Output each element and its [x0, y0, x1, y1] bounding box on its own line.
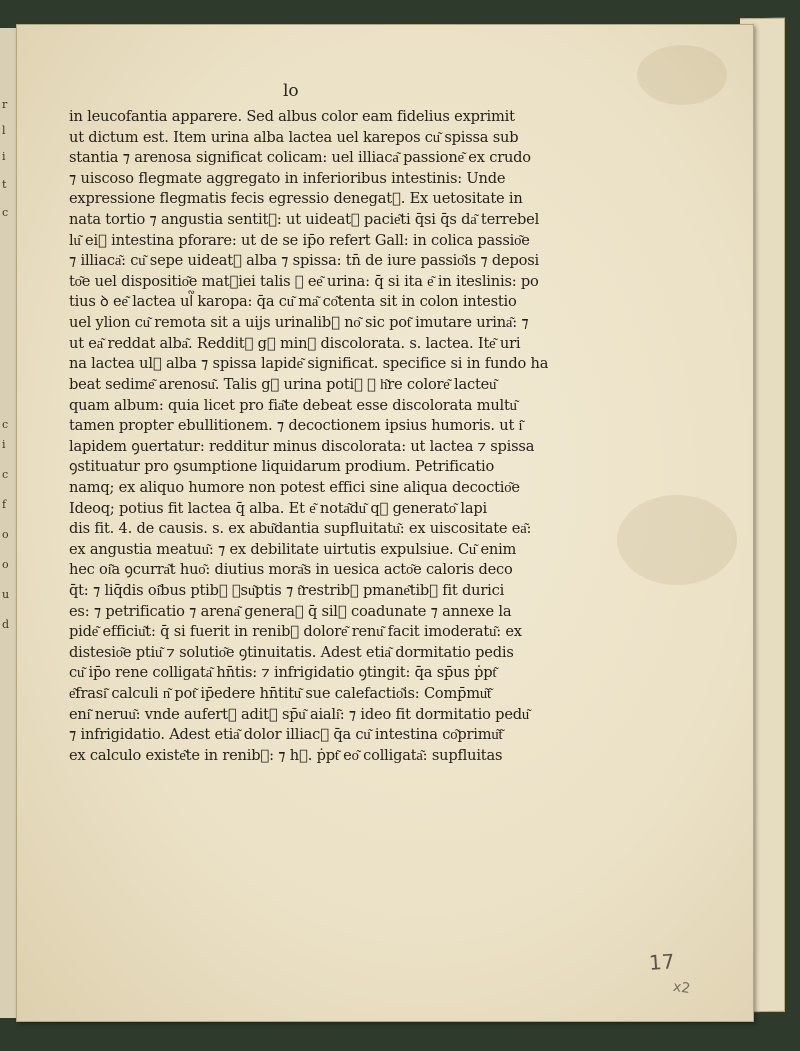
text-line: tamen propter ebullitionem. ⁊ decoctionem ipsius humoris. ut i͂ — [69, 417, 523, 435]
text-line: ex angustia meatuu͂: ⁊ ex debilitate uirtutis expulsiue. Cu͂ enim — [69, 540, 517, 558]
margin-fragment: i — [2, 438, 6, 451]
text-block — [69, 107, 549, 767]
margin-fragment: c — [2, 468, 9, 481]
text-line: ex calculo existe͂te in renib᷒: ⁊ h᷒. ṗpt͂ eo͂ colligata͂: supfluitas — [69, 746, 503, 764]
margin-fragment: u — [2, 588, 10, 601]
margin-fragment: c — [2, 418, 9, 431]
text-line: hec oi͂a ꝯcurra͂t huo͂: diutius mora͂s in uesica acto͂e caloris deco — [69, 561, 513, 579]
text-line: ut dictum est. Item urina alba lactea uel karepos cu͂ spissa sub — [69, 128, 519, 146]
text-line: ⁊ uiscoso flegmate aggregato in inferioribus intestinis: Unde — [69, 169, 506, 187]
text-line: lu͂ ei᷒ intestina pforare: ut de se ip̄o refert Gall: in colica passio͂e — [69, 231, 530, 249]
text-line: es: ⁊ petrificatio ⁊ arena͂ genera᷑ q̄ sil᷑ coadunate ⁊ annexe la — [69, 602, 512, 620]
text-line: e͂frasi͂ calculi n͂ pot͂ ip̄edere hn̄titu͂ sue calefactio͂is: Comp̄mu͂t͂ — [69, 685, 491, 703]
margin-fragment: o — [2, 528, 9, 541]
text-line: to͂e uel dispositio͂e mat᷑iei talis ꝺ ee͂ urina: q̄ si ita e͂ in iteslinis: po — [69, 272, 539, 290]
text-line: in leucofantia apparere. Sed albus color eam fidelius exprimit — [69, 108, 515, 125]
margin-fragment: d — [2, 618, 10, 631]
text-line: namq; ex aliquo humore non potest effici sine aliqua decoctio͂e — [69, 478, 520, 496]
text-line: beat sedime͂ arenosu͂. Talis g᷒ urina poti᷒ ꝺ h͂re colore͂ lacteu͂ — [69, 375, 497, 393]
text-line: quam album: quia licet pro fia͂te debeat esse discolorata multu͂ — [69, 396, 517, 414]
text-line: uel ylion cu͂ remota sit a uijs urinalib᷒ no͂ sic pot͂ imutare urina͂: ⁊ — [69, 314, 529, 332]
margin-fragment: o — [2, 558, 9, 571]
text-line: ꝯstituatur pro ꝯsumptione liquidarum prodium. Petrificatio — [69, 458, 495, 476]
folio-number: lo — [283, 81, 299, 101]
text-line: ut ea͂ reddat alba͂. Reddit᷑ g᷒ min᷒ discolorata. s. lactea. Ite͂ uri — [69, 334, 521, 352]
margin-fragment: f — [2, 498, 7, 511]
text-line: expressione flegmatis fecis egressio denegat᷑. Ex uetositate in — [69, 190, 523, 208]
margin-fragment: l — [2, 124, 6, 137]
text-line: ⁊ infrigidatio. Adest etia͂ dolor illiac᷒ q̄a cu͂ intestina co͂primu͂t͂ — [69, 726, 503, 744]
text-line: ⁊ illiaca͂: cu͂ sepe uideat᷑ alba ⁊ spissa: tn̄ de iure passio͂is ⁊ deposi — [69, 252, 539, 270]
text-line: q̄t: ⁊ liq̄dis oi͂bus ptib᷒ ꝯsu͂ptis ⁊ t͂restrib᷒ pmane͂tib᷒ fit durici — [69, 582, 505, 600]
handwritten-mark: x2 — [671, 978, 692, 998]
text-line: tius ꝺ ee͂ lactea ul᷑ karopa: q̄a cu͂ ma͂ co͂tenta sit in colon intestio — [69, 293, 517, 311]
text-line: na lactea ul᷑ alba ⁊ spissa lapide͂ significat. specifice si in fundo ha — [69, 355, 549, 373]
text-line: nata tortio ⁊ angustia sentit᷑: ut uideat᷑ pacie͂ti q̄si q̄s da͂ terrebel — [69, 211, 540, 229]
margin-fragment: t — [2, 178, 7, 191]
text-line: Ideoq; potius fit lactea q̄ alba. Et e͂ nota͂du͂ q᷒ generato͂ lapi — [69, 499, 487, 517]
margin-fragment: c — [2, 206, 9, 219]
text-line: pide͂ efficiu͂t: q̄ si fuerit in renib᷒ dolore͂ renu͂ facit imoderatu͂: ex — [69, 623, 522, 641]
text-line: distesio͂e ptiu͂ ⁊ solutio͂e ꝯtinuitatis. Adest etia͂ dormitatio pedis — [69, 643, 514, 661]
book-page — [16, 24, 754, 1022]
handwritten-page-number: 17 — [648, 949, 676, 975]
text-line: eni͂ neruu͂: vnde aufert᷑ adit᷒ sp̄u͂ aiali͂: ⁊ ideo fit dormitatio pedu͂ — [69, 705, 530, 723]
paper-stain — [617, 495, 737, 585]
text-line: cu͂ ip̄o rene colligata͂ hn̄tis: ⁊ infrigidatio ꝯtingit: q̄a sp̄us ṗpt͂ — [69, 664, 497, 682]
margin-fragment: i — [2, 150, 6, 163]
margin-fragment: r — [2, 98, 8, 111]
text-line: dis fit. 4. de causis. s. ex abu͂dantia supfluitatu͂: ex uiscositate ea͂: — [69, 520, 532, 538]
paper-stain — [637, 45, 727, 105]
text-line: lapidem ꝯuertatur: redditur minus discolorata: ut lactea ⁊ spissa — [69, 437, 535, 455]
text-line: stantia ⁊ arenosa significat colicam: uel illiaca͂ passione͂ ex crudo — [69, 149, 531, 167]
